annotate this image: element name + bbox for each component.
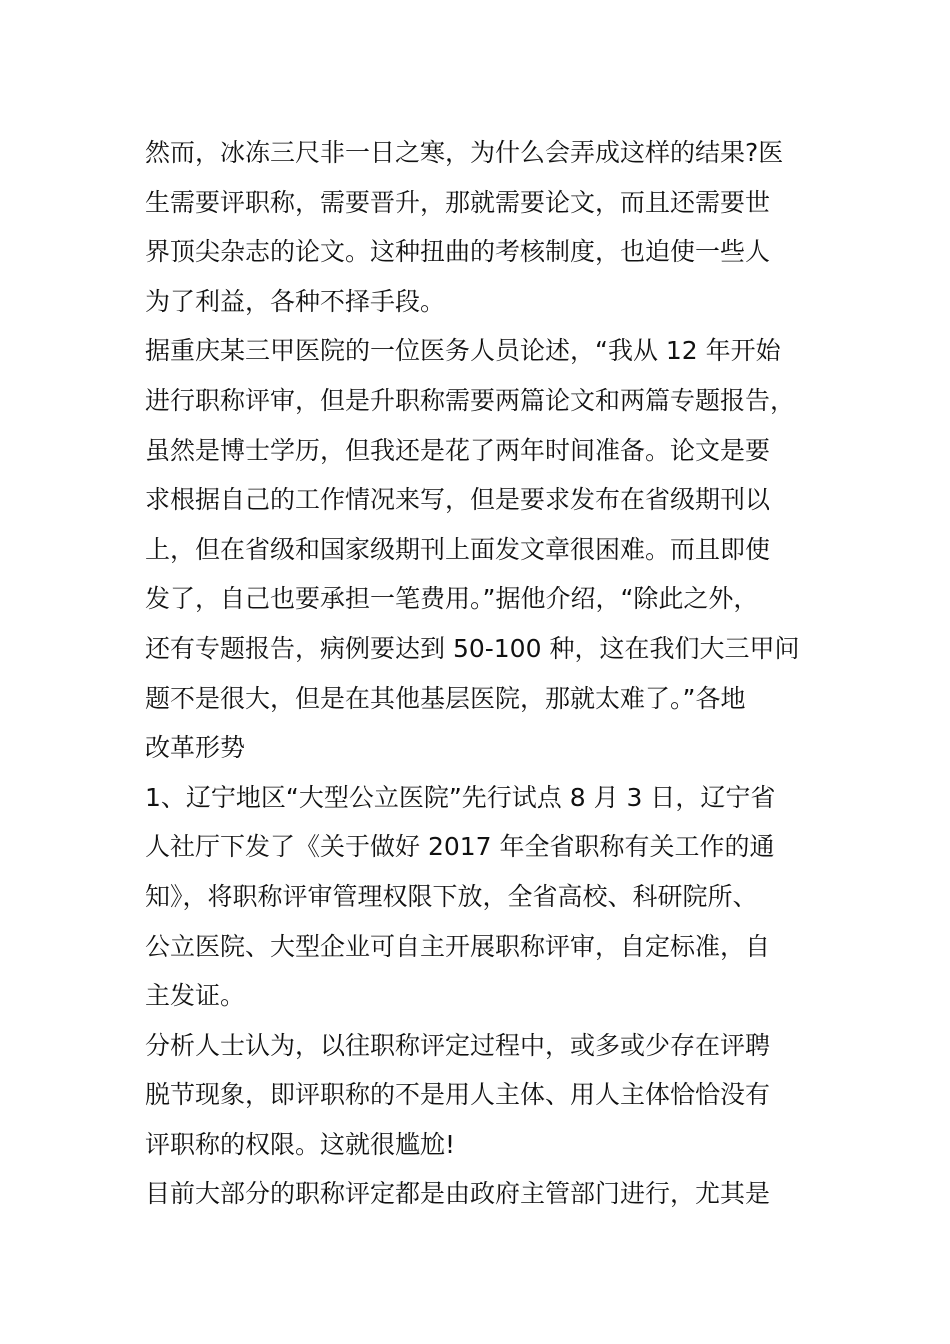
text-line: 求根据自己的工作情况来写，但是要求发布在省级期刊以 — [145, 485, 771, 515]
text-line: 虽然是博士学历，但我还是花了两年时间准备。论文是要 — [145, 435, 771, 465]
text-line: 为了利益，各种不择手段。 — [145, 286, 446, 316]
text-line: 进行职称评审，但是升职称需要两篇论文和两篇专题报告， — [145, 385, 796, 415]
text-line: 上，但在省级和国家级期刊上面发文章很困难。而且即使 — [145, 534, 771, 564]
text-line: 生需要评职称，需要晋升，那就需要论文，而且还需要世 — [145, 187, 771, 217]
text-line: 目前大部分的职称评定都是由政府主管部门进行，尤其是 — [145, 1179, 771, 1209]
text-line: 人社厅下发了《关于做好 2017 年全省职称有关工作的通 — [145, 832, 775, 862]
text-line: 评职称的权限。这就很尴尬! — [145, 1129, 456, 1159]
text-line: 还有专题报告，病例要达到 50-100 种，这在我们大三甲问 — [145, 633, 800, 663]
text-line: 知》，将职称评审管理权限下放，全省高校、科研院所、 — [145, 881, 758, 911]
text-line: 主发证。 — [145, 981, 246, 1011]
text-line: 据重庆某三甲医院的一位医务人员论述，“我从 12 年开始 — [145, 336, 781, 366]
text-line: 1、辽宁地区“大型公立医院”先行试点 8 月 3 日，辽宁省 — [145, 782, 776, 812]
text-line: 公立医院、大型企业可自主开展职称评审，自定标准，自 — [145, 931, 771, 961]
text-line: 脱节现象，即评职称的不是用人主体、用人主体恰恰没有 — [145, 1080, 771, 1110]
text-line: 然而，冰冻三尺非一日之寒，为什么会弄成这样的结果?医 — [145, 138, 784, 167]
section-heading: 改革形势 — [145, 733, 246, 763]
text-line: 界顶尖杂志的论文。这种扭曲的考核制度，也迫使一些人 — [145, 237, 771, 267]
text-line: 分析人士认为，以往职称评定过程中，或多或少存在评聘 — [145, 1030, 771, 1060]
text-line: 题不是很大，但是在其他基层医院，那就太难了。”各地 — [145, 683, 746, 713]
text-line: 发了，自己也要承担一笔费用。”据他介绍，“除此之外， — [145, 584, 759, 614]
document-body — [145, 128, 810, 1219]
